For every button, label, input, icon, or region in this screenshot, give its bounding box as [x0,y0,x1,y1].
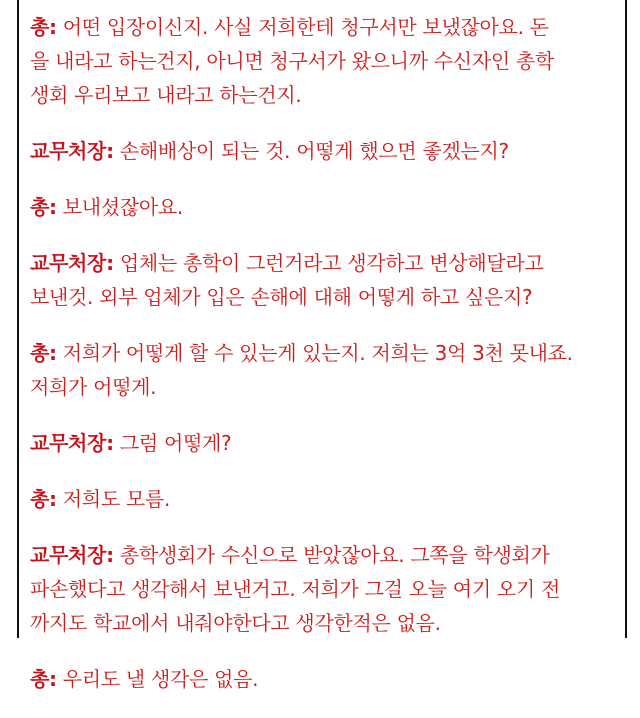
dialogue-text: 생회 우리보고 내라고 하는건지. [30,83,302,107]
dialogue-entry [30,190,620,224]
dialogue-text: 을 내라고 하는건지, 아니면 청구서가 왔으니까 수신자인 총학 [30,49,554,73]
dialogue-line [30,44,620,78]
dialogue-entry [30,662,620,696]
speaker-label: 총: [30,195,57,219]
speaker-label: 교무처장: [30,139,114,163]
dialogue-line [30,246,620,280]
dialogue-text: 보내셨잖아요. [62,195,183,219]
dialogue-text: 까지도 학교에서 내줘야한다고 생각한적은 없음. [30,611,441,635]
speaker-label: 총: [30,667,57,691]
dialogue-text: 그럼 어떻게? [119,431,232,455]
dialogue-text: 파손했다고 생각해서 보낸거고. 저희가 그걸 오늘 여기 오기 전 [30,577,561,601]
speaker-label: 총: [30,341,57,365]
dialogue-entry [30,134,620,168]
dialogue-line [30,426,620,460]
dialogue-line [30,662,620,696]
dialogue-text: 우리도 낼 생각은 없음. [62,667,259,691]
speaker-label: 총: [30,15,57,39]
speaker-label: 교무처장: [30,431,114,455]
dialogue-text: 저희가 어떻게. [30,375,157,399]
speaker-label: 교무처장: [30,543,114,567]
dialogue-line [30,280,620,314]
dialogue-entry [30,538,620,640]
dialogue-text: 업체는 총학이 그런거라고 생각하고 변상해달라고 [119,251,544,275]
dialogue-line [30,10,620,44]
dialogue-text: 보낸것. 외부 업체가 입은 손해에 대해 어떻게 하고 싶은지? [30,285,533,309]
dialogue-entry [30,336,620,404]
dialogue-line [30,134,620,168]
speaker-label: 교무처장: [30,251,114,275]
dialogue-entry [30,10,620,112]
dialogue-line [30,538,620,572]
dialogue-entry [30,246,620,314]
speaker-label: 총: [30,487,57,511]
dialogue-line [30,78,620,112]
transcript [30,10,620,718]
dialogue-entry [30,426,620,460]
dialogue-line [30,190,620,224]
dialogue-text: 저희가 어떻게 할 수 있는게 있는지. 저희는 3억 3천 못내죠. [62,341,573,365]
dialogue-text: 어떤 입장이신지. 사실 저희한테 청구서만 보냈잖아요. 돈 [62,15,549,39]
dialogue-entry [30,482,620,516]
dialogue-text: 총학생회가 수신으로 받았잖아요. 그쪽을 학생회가 [119,543,550,567]
dialogue-line [30,606,620,640]
dialogue-line [30,336,620,370]
dialogue-text: 손해배상이 되는 것. 어떻게 했으면 좋겠는지? [119,139,509,163]
dialogue-line [30,572,620,606]
dialogue-line [30,370,620,404]
dialogue-line [30,482,620,516]
dialogue-text: 저희도 모름. [62,487,170,511]
